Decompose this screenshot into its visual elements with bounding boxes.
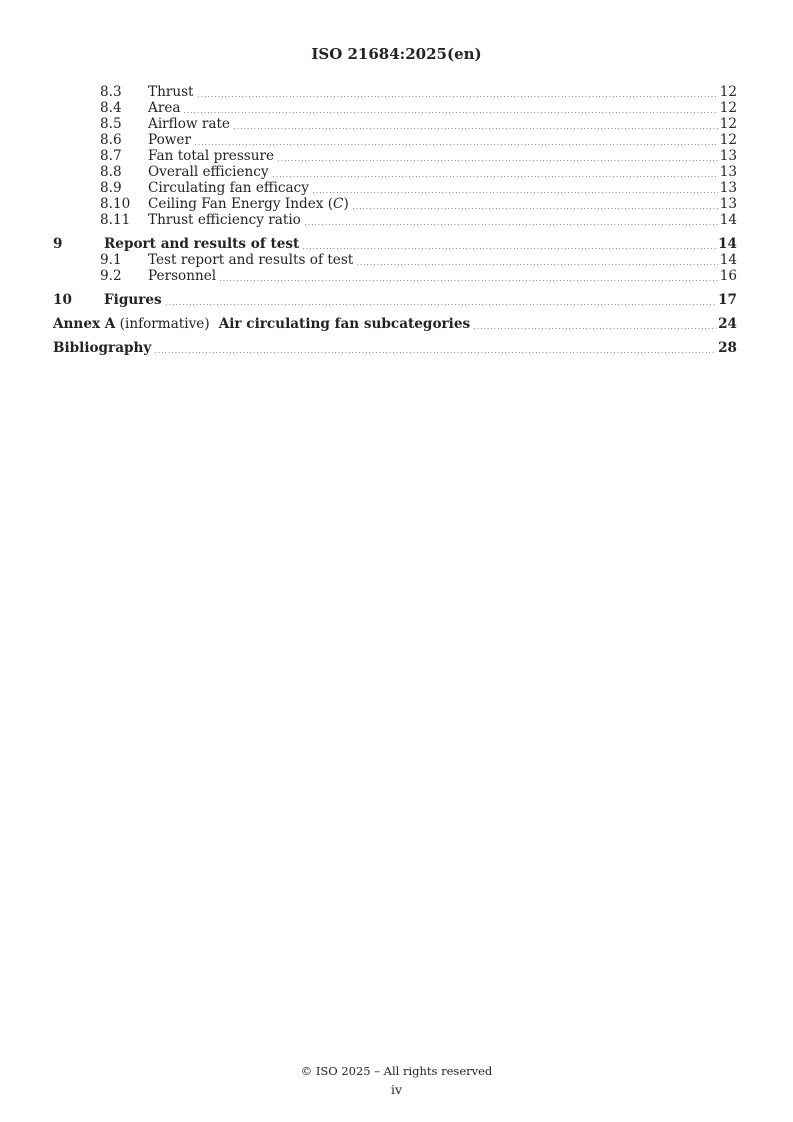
toc-entry: [53, 236, 737, 252]
toc-entry-title: Personnel: [148, 268, 217, 284]
toc-entry: [53, 268, 737, 284]
toc-entry-title: Overall efficiency: [148, 164, 269, 180]
toc-entry: [53, 84, 737, 100]
toc-dot-leader: [357, 264, 717, 265]
toc-entry-title: Ceiling Fan Energy Index (C): [148, 196, 349, 212]
toc-entry-number: 8.5: [100, 116, 122, 132]
toc-entry-title: Circulating fan efficacy: [148, 180, 309, 196]
toc-entry-number: 9.2: [100, 268, 122, 284]
toc-entry-number: 9.1: [100, 252, 122, 268]
toc-entry-title: Fan total pressure: [148, 148, 275, 164]
toc-entry-title: Thrust efficiency ratio: [148, 212, 301, 228]
toc-dot-leader: [353, 208, 718, 209]
toc-entry-number: 8.8: [100, 164, 122, 180]
toc-entry-number: 8.6: [100, 132, 122, 148]
toc-entry: [53, 164, 737, 180]
toc-entry-number: 10: [53, 292, 72, 308]
toc-dot-leader: [155, 352, 716, 353]
toc-entry-number: 8.3: [100, 84, 122, 100]
copyright-notice: © ISO 2025 – All rights reserved: [300, 1064, 493, 1078]
toc-entry: [53, 212, 737, 228]
toc-dot-leader: [303, 248, 716, 249]
toc-entry-title: Report and results of test: [104, 236, 300, 252]
toc-entry-page: 14: [719, 252, 737, 268]
toc-entry-number: 8.11: [100, 212, 131, 228]
toc-entry-title: Power: [148, 132, 191, 148]
toc-entry-page: 14: [718, 236, 737, 252]
toc-entry-number: 8.7: [100, 148, 122, 164]
toc-entry-page: 12: [719, 116, 737, 132]
toc-dot-leader: [220, 280, 718, 281]
toc-entry-page: 13: [719, 164, 737, 180]
toc-entry-page: 13: [719, 196, 737, 212]
toc-dot-leader: [198, 96, 718, 97]
toc-dot-leader: [278, 160, 718, 161]
toc-dot-leader: [234, 128, 718, 129]
toc-entry-page: 13: [719, 148, 737, 164]
table-of-contents: [53, 84, 737, 356]
toc-entry-page: 24: [718, 316, 737, 332]
toc-entry-page: 12: [719, 100, 737, 116]
toc-entry: [53, 252, 737, 268]
toc-entry: [53, 100, 737, 116]
toc-entry-title: Annex A (informative) Air circulating fan subcategories: [53, 316, 471, 332]
toc-entry: [53, 340, 737, 356]
toc-entry-page: 13: [719, 180, 737, 196]
toc-entry-title: Airflow rate: [148, 116, 230, 132]
toc-entry: [53, 316, 737, 332]
toc-entry-title: Area: [148, 100, 181, 116]
toc-dot-leader: [474, 328, 716, 329]
toc-entry-number: 8.4: [100, 100, 122, 116]
toc-entry-page: 28: [718, 340, 737, 356]
toc-entry-title: Bibliography: [53, 340, 152, 356]
page-header: ISO 21684:2025(en): [311, 45, 482, 63]
toc-entry-title: Figures: [104, 292, 162, 308]
toc-entry: [53, 132, 737, 148]
toc-entry: [53, 148, 737, 164]
toc-entry-number: 9: [53, 236, 63, 252]
toc-dot-leader: [305, 224, 718, 225]
page-footer: [0, 1061, 793, 1099]
toc-dot-leader: [273, 176, 718, 177]
toc-dot-leader: [184, 112, 717, 113]
toc-entry: [53, 292, 737, 308]
toc-entry-page: 14: [719, 212, 737, 228]
toc-dot-leader: [166, 304, 716, 305]
toc-entry-page: 12: [719, 132, 737, 148]
toc-entry-title: Test report and results of test: [148, 252, 354, 268]
toc-dot-leader: [313, 192, 718, 193]
toc-entry: [53, 116, 737, 132]
toc-entry: [53, 196, 737, 212]
toc-entry-number: 8.9: [100, 180, 122, 196]
toc-dot-leader: [195, 144, 718, 145]
page-number: iv: [390, 1082, 403, 1097]
toc-entry-page: 17: [718, 292, 737, 308]
toc-entry-page: 12: [719, 84, 737, 100]
toc-entry-number: 8.10: [100, 196, 131, 212]
toc-entry: [53, 180, 737, 196]
toc-entry-title: Thrust: [148, 84, 194, 100]
toc-entry-page: 16: [719, 268, 737, 284]
